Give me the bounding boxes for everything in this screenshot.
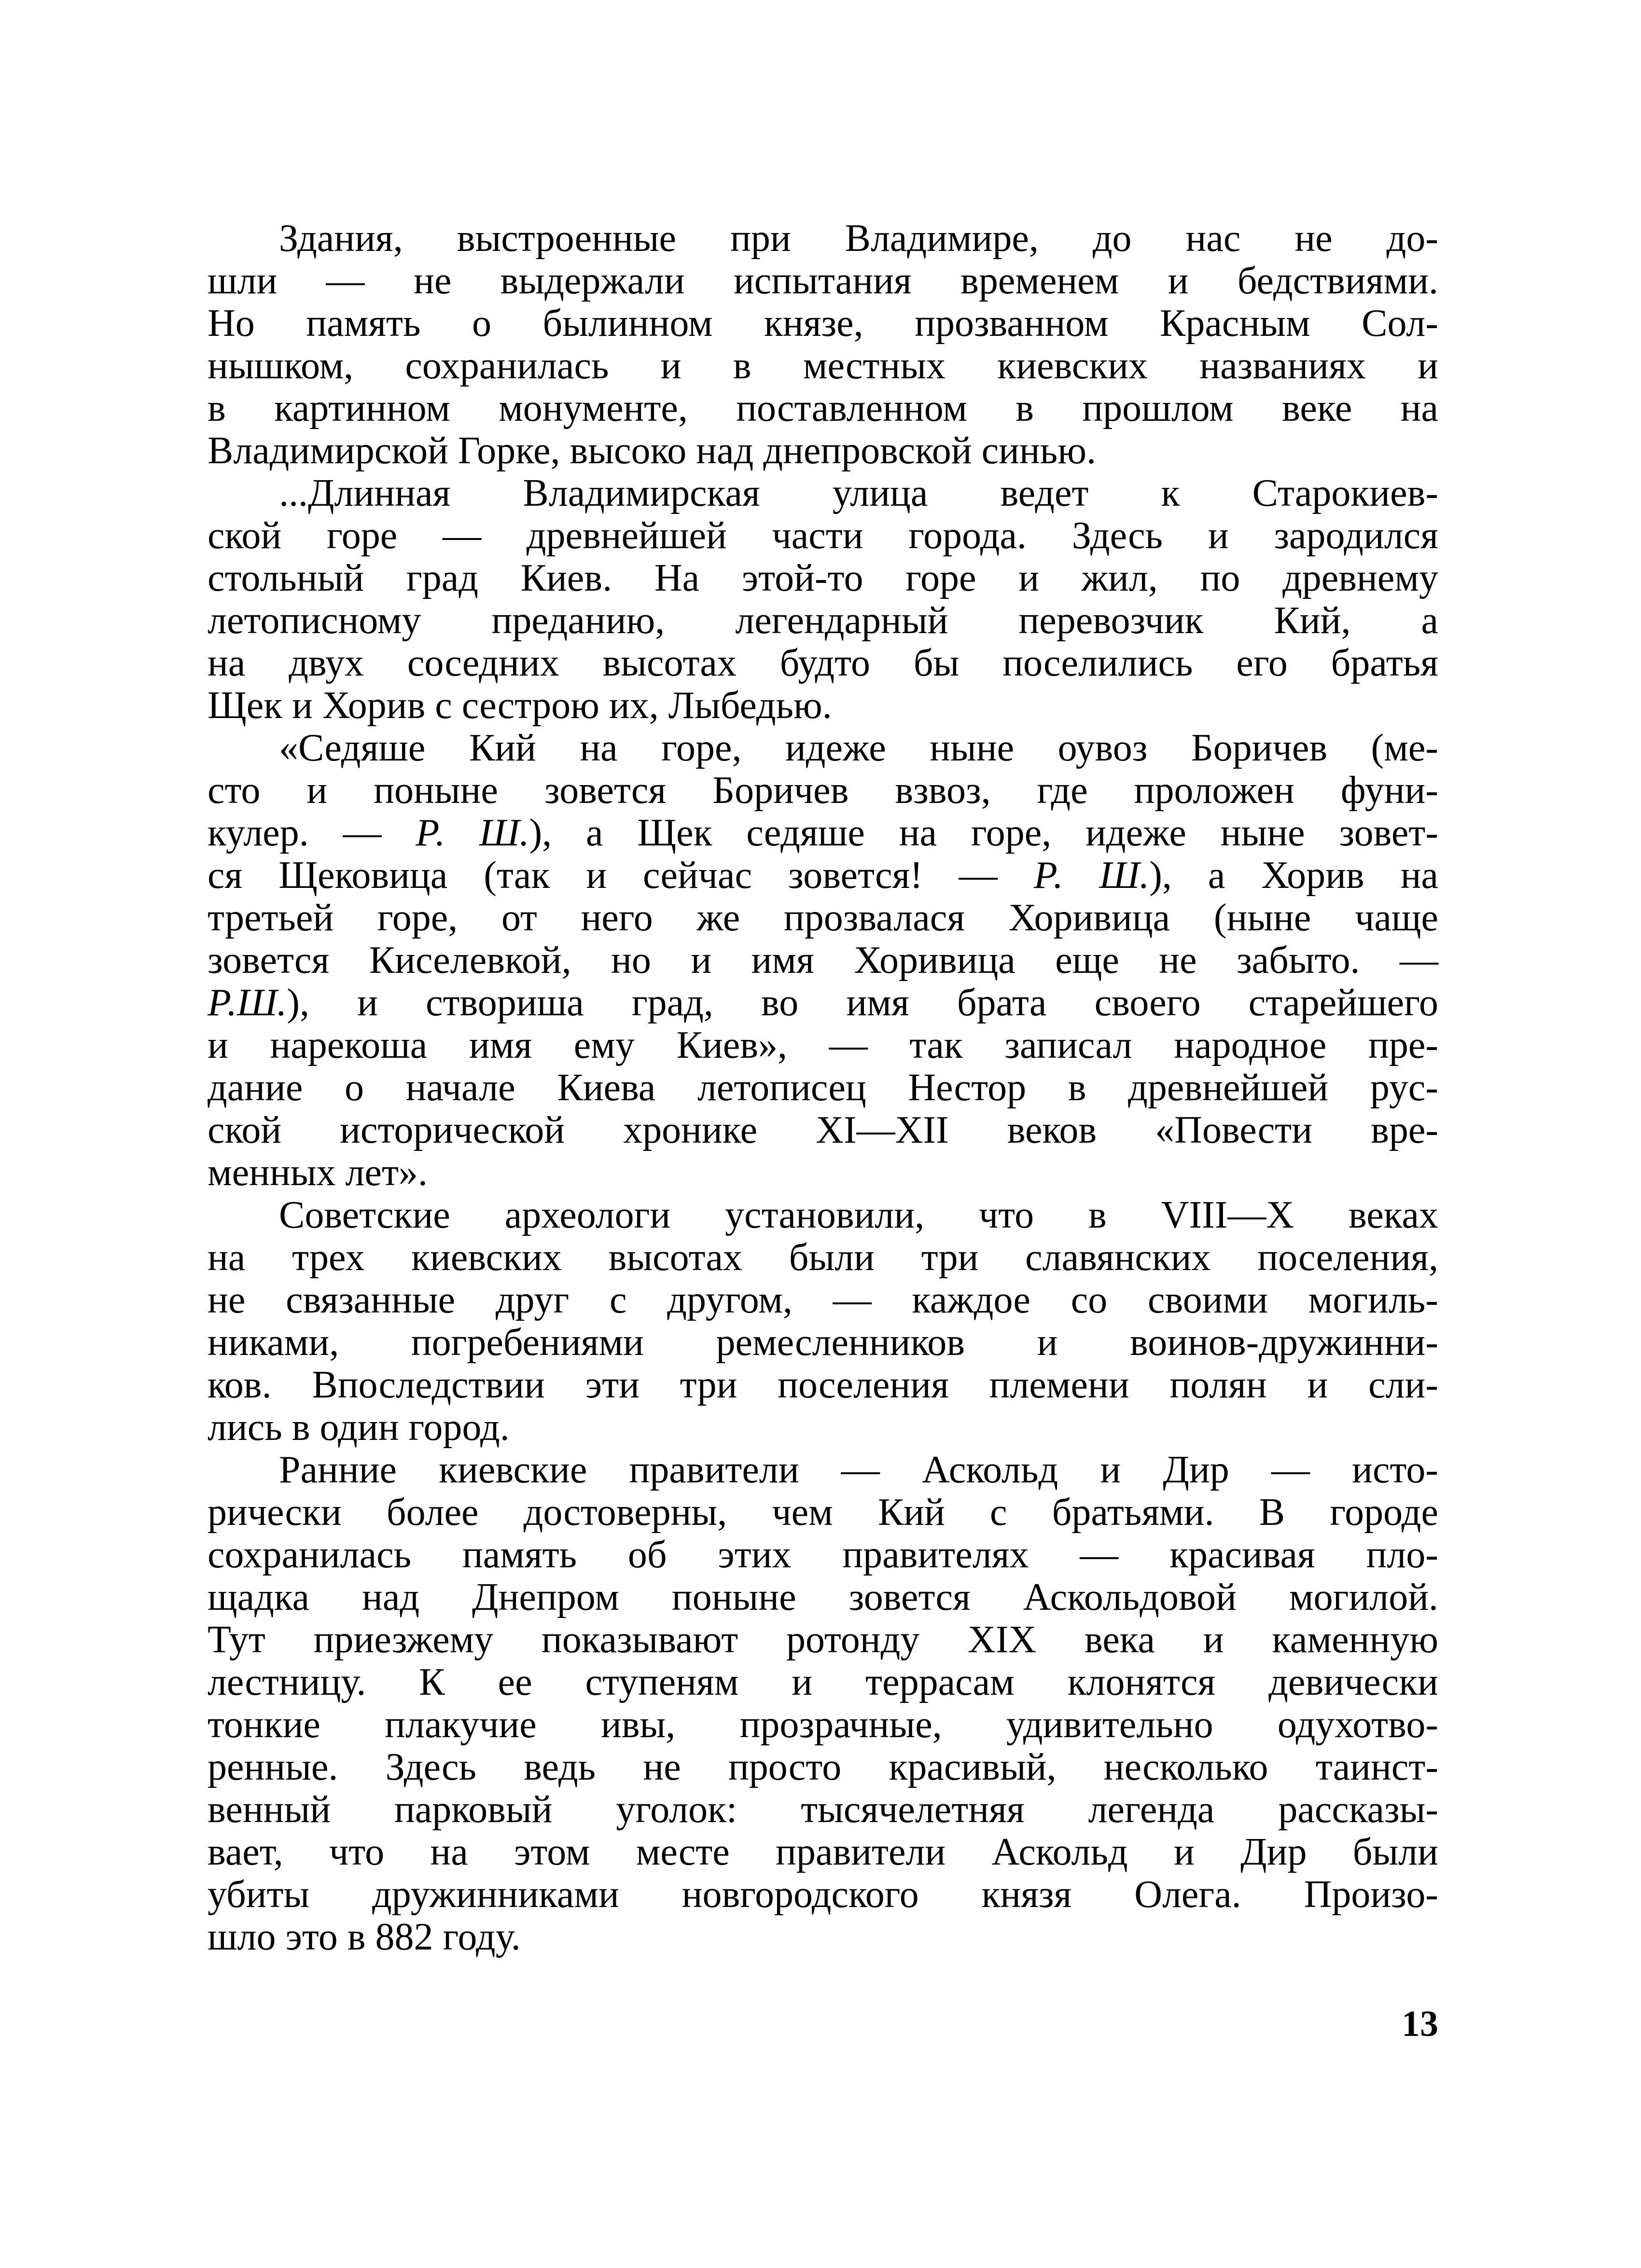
- text-segment: третьей горе, от него же прозвалася Хоривица (ныне чаще: [208, 897, 1438, 939]
- text-line: [208, 599, 1438, 642]
- text-line: [208, 1916, 1438, 1958]
- text-line: [208, 1024, 1438, 1066]
- text-segment: ), и створиша град, во имя брата своего старейшего: [287, 982, 1438, 1024]
- text-line: [208, 939, 1438, 982]
- text-segment: шли — не выдержали испытания временем и бедствиями.: [208, 260, 1438, 302]
- text-segment: в картинном монументе, поставленном в прошлом веке на: [208, 387, 1438, 429]
- text-line: [208, 1406, 1438, 1449]
- text-line: [208, 472, 1438, 514]
- text-line: [208, 1364, 1438, 1406]
- text-segment: лестницу. К ее ступеням и террасам клонятся девически: [208, 1661, 1438, 1703]
- italic-text: Р. Ш.: [416, 812, 529, 854]
- text-segment: ), а Хорив на: [1149, 854, 1439, 897]
- text-line: [208, 387, 1438, 429]
- text-line: [208, 642, 1438, 684]
- text-segment: ...Длинная Владимирская улица ведет к Старокиев-: [279, 472, 1438, 514]
- text-segment: кулер. —: [208, 812, 416, 854]
- text-line: [208, 1746, 1438, 1788]
- text-line: [208, 260, 1438, 302]
- paragraph: [208, 727, 1438, 1194]
- text-segment: Советские археологи установили, что в VIII—X веках: [279, 1194, 1438, 1236]
- text-line: [208, 854, 1438, 897]
- text-segment: ), а Щек седяше на горе, идеже ныне зовет-: [529, 812, 1438, 854]
- text-line: [208, 1236, 1438, 1279]
- text-segment: сохранилась память об этих правителях — красивая пло-: [208, 1534, 1438, 1576]
- paragraph: [208, 472, 1438, 727]
- text-line: [208, 1661, 1438, 1703]
- text-line: [208, 1873, 1438, 1916]
- text-segment: зовется Киселевкой, но и имя Хоривица еще не забыто. —: [208, 939, 1438, 982]
- text-segment: рически более достоверны, чем Кий с братьями. В городе: [208, 1491, 1438, 1534]
- text-line: [208, 1066, 1438, 1109]
- text-line: [208, 1491, 1438, 1534]
- text-segment: на двух соседних высотах будто бы поселились его братья: [208, 642, 1438, 684]
- text-line: [208, 1788, 1438, 1831]
- text-segment: нышком, сохранилась и в местных киевских названиях и: [208, 345, 1438, 387]
- text-segment: не связанные друг с другом, — каждое со своими могиль-: [208, 1279, 1438, 1321]
- text-line: [208, 982, 1438, 1024]
- text-line: [208, 769, 1438, 812]
- text-segment: лись в один город.: [208, 1406, 510, 1449]
- text-line: [208, 302, 1438, 345]
- text-line: [208, 1703, 1438, 1746]
- text-segment: ренные. Здесь ведь не просто красивый, несколько таинст-: [208, 1746, 1438, 1788]
- text-line: [208, 345, 1438, 387]
- text-segment: венный парковый уголок: тысячелетняя легенда рассказы-: [208, 1788, 1438, 1831]
- text-segment: летописному преданию, легендарный перевозчик Кий, а: [208, 599, 1438, 642]
- text-segment: стольный град Киев. На этой-то горе и жил, по древнему: [208, 557, 1438, 599]
- italic-text: Р. Ш.: [1033, 854, 1150, 897]
- text-line: [208, 557, 1438, 599]
- text-line: [208, 897, 1438, 939]
- text-segment: шло это в 882 году.: [208, 1916, 521, 1958]
- text-line: [208, 1151, 1438, 1194]
- text-line: [208, 1194, 1438, 1236]
- text-line: [208, 217, 1438, 260]
- text-line: [208, 727, 1438, 769]
- text-line: [208, 1534, 1438, 1576]
- page-number: 13: [1402, 2004, 1438, 2044]
- text-segment: Щек и Хорив с сестрою их, Лыбедью.: [208, 684, 832, 727]
- text-line: [208, 1109, 1438, 1151]
- text-segment: дание о начале Киева летописец Нестор в древнейшей рус-: [208, 1066, 1438, 1109]
- text-segment: Но память о былинном князе, прозванном Красным Сол-: [208, 302, 1438, 345]
- paragraph: [208, 1194, 1438, 1449]
- paragraph: [208, 217, 1438, 472]
- text-segment: Ранние киевские правители — Аскольд и Дир — исто-: [279, 1449, 1438, 1491]
- paragraph: [208, 1449, 1438, 1958]
- text-segment: Тут приезжему показывают ротонду XIX века и каменную: [208, 1618, 1438, 1661]
- text-line: [208, 1279, 1438, 1321]
- text-line: [208, 1321, 1438, 1364]
- text-line: [208, 684, 1438, 727]
- text-segment: ской исторической хронике XI—XII веков «Повести вре-: [208, 1109, 1438, 1151]
- text-segment: ской горе — древнейшей части города. Здесь и зародился: [208, 514, 1438, 557]
- text-segment: менных лет».: [208, 1151, 428, 1194]
- text-segment: щадка над Днепром поныне зовется Аскольдовой могилой.: [208, 1576, 1438, 1618]
- text-segment: никами, погребениями ремесленников и воинов-дружинни-: [208, 1321, 1438, 1364]
- text-segment: ся Щековица (так и сейчас зовется! —: [208, 854, 1034, 897]
- text-segment: сто и поныне зовется Боричев взвоз, где проложен фуни-: [208, 769, 1438, 812]
- text-line: [208, 1449, 1438, 1491]
- text-line: [208, 1831, 1438, 1873]
- text-segment: ков. Впоследствии эти три поселения племени полян и сли-: [208, 1364, 1438, 1406]
- italic-text: Р.Ш.: [208, 982, 287, 1024]
- text-segment: «Седяше Кий на горе, идеже ныне оувоз Боричев (ме-: [279, 727, 1438, 769]
- text-line: [208, 812, 1438, 854]
- text-segment: Здания, выстроенные при Владимире, до нас не до-: [279, 217, 1438, 260]
- text-segment: вает, что на этом месте правители Аскольд и Дир были: [208, 1831, 1438, 1873]
- text-segment: на трех киевских высотах были три славянских поселения,: [208, 1236, 1438, 1279]
- text-line: [208, 514, 1438, 557]
- text-line: [208, 429, 1438, 472]
- text-line: [208, 1576, 1438, 1618]
- text-segment: убиты дружинниками новгородского князя Олега. Произо-: [208, 1873, 1438, 1916]
- text-block: [208, 217, 1438, 1958]
- text-segment: тонкие плакучие ивы, прозрачные, удивительно одухотво-: [208, 1703, 1438, 1746]
- text-line: [208, 1618, 1438, 1661]
- text-segment: и нарекоша имя ему Киев», — так записал народное пре-: [208, 1024, 1438, 1066]
- text-segment: Владимирской Горке, высоко над днепровской синью.: [208, 429, 1096, 472]
